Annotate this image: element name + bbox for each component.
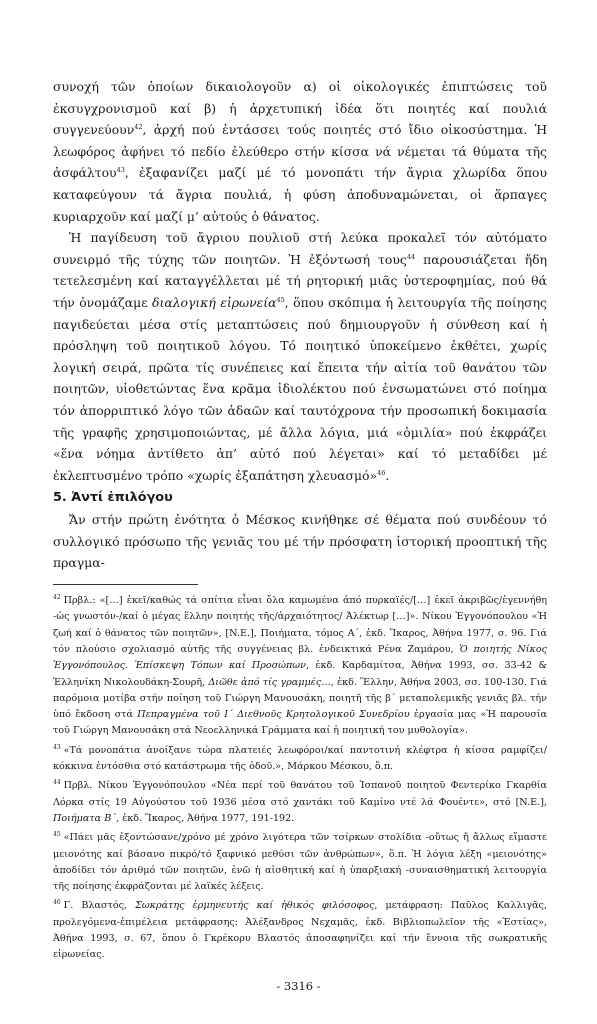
footnote-ref-44[interactable]: 44	[406, 252, 416, 261]
footnote-text: Πρβλ.: «[…] ἐκεῖ/καθώς τά σπίτια εἶναι ὅλα καμωμένα ἀπό πυρκαϊές/[…] ἐκεῖ ἀκριβῶς/ἐγεννήθη -ὡς γνωστόν-/καί ὁ μέγας ἕλλην ποιητής τῆς/ἀρχαιότητος/ Ἀλέκτωρ […]». Νίκου Ἐγγονόπουλου «Ἡ ζωή καί ὁ θάνατος τῶν ποιητῶν», [N.E.], Ποιήματα, τόμος Α΄, ἐκδ. Ἴκαρος, Ἀθήνα 1977, σ. 96. Γιά τόν πλούσιο σχολιασμό αὐτῆς τῆς συγγένειας βλ. ἐνδεικτικά Ρένα Ζαμάρου,	[53, 595, 547, 655]
footnote-number: 46	[53, 899, 61, 907]
footnote-44	[53, 778, 547, 827]
footnote-text: , ἐκδ. Καρδαμίτσα, Ἀθήνα 1993, σσ. 33-42 & Ἑλληνίκη Νικολουδάκη-Σουρῆ,	[53, 660, 547, 688]
footnote-ref-46[interactable]: 46	[377, 468, 386, 477]
italic-title: Ποιήματα Β΄	[53, 812, 117, 824]
footnote-43	[53, 743, 547, 776]
footnote-45	[53, 830, 547, 895]
italic-title: Σωκράτης ἑρμηνευτής καί ἠθικός φιλόσοφος	[135, 900, 375, 912]
paragraph-text: παρουσιάζεται ἤδη τετελεσμένη καί καταγγέλλεται μέ τή ρητορική μιᾶς ὑστεροφημίας, πού θά τήν ὀνομάζαμε	[53, 251, 547, 310]
footnote-number: 44	[53, 779, 61, 787]
footnote-42	[53, 593, 547, 740]
paragraph-2	[53, 227, 547, 486]
footnote-number: 43	[53, 743, 61, 751]
footnote-text: Γ. Βλαστός,	[63, 900, 136, 912]
footnote-text: Πρβλ. Νίκου Ἐγγονόπουλου «Νέα περί τοῦ θανάτου τοῦ Ἱσπανοῦ ποιητοῦ Φεντερίκο Γκαρθία Λόρκα στίς 19 Αὐγούστου τοῦ 1936 μέσα στό χαντάκι τοῦ Καμίνο ντέ λά Φουέντε», στό [N.E.],	[53, 780, 547, 808]
italic-term: διαλογική εἰρωνεία	[152, 294, 277, 310]
paragraph-text: Ἡ παγίδευση τοῦ ἄγριου πουλιοῦ στή λεύκα προκαλεῖ τόν αὐτόματο συνειρμό τῆς τύχης τῶν ποιητῶν. Ἡ ἐξόντωσή τους	[53, 230, 547, 267]
footnote-text: ἐργασία μας «Ἡ παρουσία τοῦ Γιώργη Μανουσάκη στά Νεοελληνικά Γράμματα καί ἡ ποιητική του μυθολογία».	[53, 709, 547, 737]
footnote-text: , μετάφραση: Παῦλος Καλλιγᾶς, προλεγόμενα-ἐπιμέλεια μετάφρασης: Ἀλέξανδρος Νεχαμᾶς, ἐκδ. Βιβλιοπωλεῖον τῆς «Ἑστίας», Ἀθήνα 1993, σ. 67, ὅπου ὁ Γκρέκορυ Βλαστός ἀποσαφηνίζει καί τήν ἔννοια τῆς σωκρατικῆς εἰρωνείας.	[53, 900, 547, 961]
page-number: - 3316 -	[276, 979, 321, 993]
footnote-text: , ἐκδ. Ἕλλην, Ἀθήνα 2003, σσ. 100-130. Γιά παρόμοια μοτίβα στήν ποίηση τοῦ Γιώργη Μανουσάκη, ποιητῆ τῆς β΄ μεταπολεμικῆς γενιᾶς βλ. τήν ὑπό ἔκδοση στά	[53, 676, 547, 721]
footnote-divider	[53, 584, 198, 585]
footnote-text: , ἐκδ. Ἴκαρος, Ἀθήνα 1977, 191-192.	[116, 812, 295, 824]
paragraph-text: συνοχή τῶν ὁποίων δικαιολογοῦν α) οἰ οἰκολογικές ἐπιπτώσεις τοῦ ἐκσυγχρονισμοῦ καί β) ἡ ἀρχετυπική ἰδέα ὅτι ποιητές καί πουλιά συγγενεύουν	[53, 79, 547, 138]
paragraph-text: , ὅπου σκόπιμα ἡ λειτουργία τῆς ποίησης παγιδεύεται μέσα στίς μεταπτώσεις πού δημιουργοῦν ἡ σύνθεση καί ἡ πρόσληψη τοῦ ποιητικοῦ λόγου. Τό ποιητικό ὑποκείμενο ἐκθέτει, χωρίς λογική σειρά, πρῶτα τίς συνέπειες καί ἔπειτα τήν αἰτία τοῦ θανάτου τῶν ποιητῶν, υἱοθετώντας ἕνα κρᾶμα ἰδιολέκτου πού ἐνσωματώνει στό ποίημα τόν ἀπορριπτικό λόγο τῶν ἀδαῶν καί ταυτόχρονα τήν προσωπική δοκιμασία τῆς γραφῆς χρησιμοποιώντας, μέ ἄλλα λόγια, μιά «ὁμιλία» πού ἐκφράζει «ἕνα νόημα ἀντίθετο ἀπ’ αὐτό πού λέγεται» καί τό μεταδίδει μέ ἐκλεπτυσμένο τρόπο «χωρίς ἐξαπάτηση χλευασμό»	[53, 294, 547, 483]
italic-title: Ὁ ποιητής Νίκος Ἐγγονόπουλος. Ἐπίσκεψη Τόπων καί Προσώπων	[53, 643, 547, 672]
footnote-ref-43[interactable]: 43	[116, 166, 125, 175]
italic-title: Πεπραγμένα τοῦ Ι΄ Διεθνοῦς Κρητολογικοῦ Συνεδρίου	[137, 709, 410, 721]
footnote-text: «Πάει μᾶς ἐξοντώσανε/χρόνο μέ χρόνο λιγότερα τῶν τσίρκων στολίδια -οὔτως ἤ ἄλλως εἴμαστε μειονότης καί βάσανο πικρό/τό ξαφνικό μεθύσι τῶν ἀνθρώπων», ὅ.π. Ἡ λόγια λέξη «μειονότης» ἀποδίδει τόν ἀριθμό τῶν ποιητῶν, ἐνῶ ἡ αἰσθητική καί ἡ ὑπαρξιακή -συναισθηματική λειτουργία τῆς ποίησης ἐκφράζονται μέ λαϊκές λέξεις.	[53, 832, 547, 893]
footnote-number: 45	[53, 831, 61, 839]
footnote-number: 42	[53, 593, 61, 601]
footnote-ref-45[interactable]: 45	[276, 295, 285, 304]
paragraph-text: , ἀρχή πού ἐντάσσει τούς ποιητές στό ἴδιο οἰκοσύστημα. Ἡ λεωφόρος ἀφήνει τό πεδίο ἐλεύθερο στήν κίσσα νά νέμεται τά θύματα τῆς ἀσφάλτου	[53, 122, 547, 181]
footnote-ref-42[interactable]: 42	[134, 123, 143, 132]
footnote-46	[53, 898, 547, 963]
paragraph-1	[53, 76, 547, 227]
footnote-text: «Τά μονοπάτια ἀνοίξανε τώρα πλατειές λεωφόροι/καί παντοτινή κλέφτρα ἡ κίσσα ραμφίζει/κόκκινα ἐντόσθια στό κατάστρωμα τῆς ὁδοῦ.», Μάρκου Μέσκου, ὅ.π.	[53, 744, 547, 773]
page-content	[53, 76, 547, 964]
section-heading: 5. Ἀντί ἐπιλόγου	[53, 490, 173, 506]
paragraph-3: Ἄν στήν πρώτη ἐνότητα ὁ Μέσκος κινήθηκε σέ θέματα πού συνδέουν τό συλλογικό πρόσωπο τῆς γενιᾶς του μέ τήν πρόσφατη ἱστορική προοπτική τῆς πραγμα-	[53, 512, 547, 571]
paragraph-text: .	[385, 467, 390, 483]
italic-title: Διῶθε ἀπό τίς γραμμές…	[208, 676, 331, 688]
paragraph-text: , ἐξαφανίζει μαζί μέ τό μονοπάτι τήν ἄγρια χλωρίδα ὅπου καταφεύγουν τά ἄγρια πουλιά, ἡ φύση ἀποδυναμώνεται, οἱ ἅρπαγες κυριαρχοῦν καί μαζί μ’ αὐτούς ὁ θάνατος.	[53, 165, 547, 224]
